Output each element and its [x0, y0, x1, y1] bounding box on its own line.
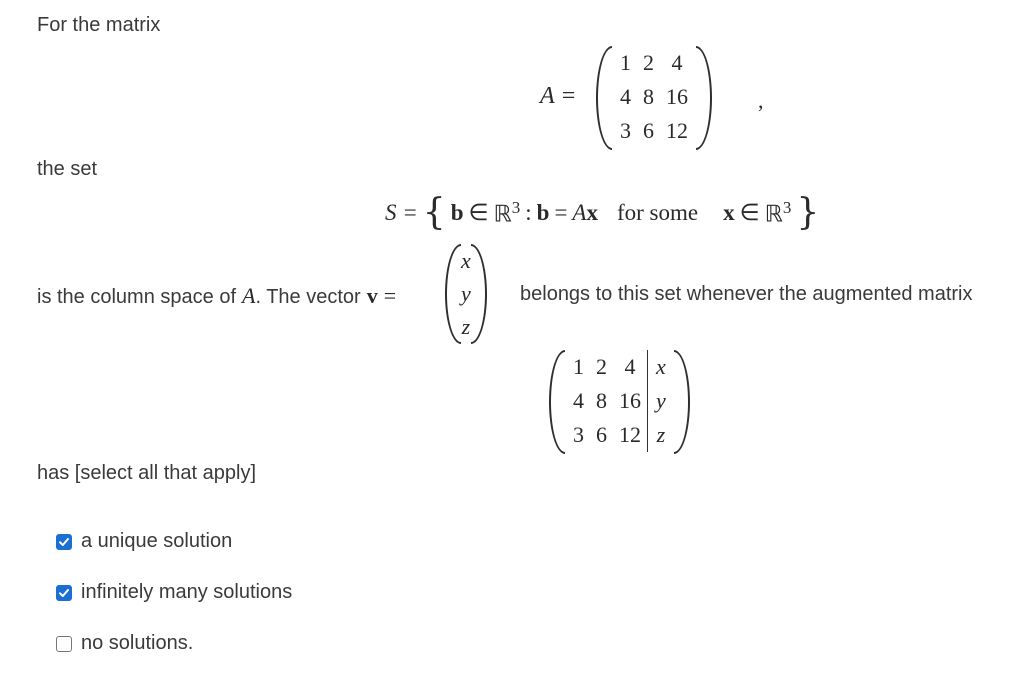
matrix-cell: 12 [619, 422, 641, 447]
checkmark-icon [58, 587, 70, 599]
augmented-matrix [549, 350, 690, 454]
checkbox-unique-solution[interactable] [56, 534, 72, 550]
matrix-a-label: A = [540, 83, 577, 109]
matrix-cell: 4 [573, 388, 584, 413]
matrix-cell: 2 [596, 354, 607, 379]
matrix-cell: x [648, 350, 672, 384]
option-infinitely-many[interactable] [56, 581, 292, 604]
matrix-cell: z [648, 418, 672, 452]
vector-v [445, 244, 487, 344]
option-unique-solution[interactable] [56, 530, 232, 553]
option-label: no solutions. [81, 632, 194, 654]
matrix-cell: 8 [643, 84, 654, 109]
checkmark-icon [58, 536, 70, 548]
set-definition: S = { b ∈ ℝ$^3$ : b = Ax for some x ∈ ℝ$^3$ } [385, 192, 820, 233]
belongs-text: belongs to this set whenever the augmented matrix [520, 283, 973, 305]
matrix-cell: 3 [620, 118, 631, 143]
matrix-a [596, 46, 712, 150]
left-brace: { [422, 192, 446, 233]
the-set-text: the set [37, 158, 98, 180]
matrix-a-comma: , [758, 88, 764, 113]
matrix-cell: 3 [573, 422, 584, 447]
matrix-cell: 6 [596, 422, 607, 447]
matrix-cell: 4 [671, 50, 683, 75]
right-brace: } [796, 192, 820, 233]
matrix-cell: 6 [643, 118, 654, 143]
matrix-cell: y [648, 384, 672, 418]
column-space-sentence: is the column space of A . The vector v = [37, 283, 397, 308]
matrix-cell: 12 [666, 118, 688, 143]
vector-entry: y [461, 281, 471, 306]
matrix-cell: 4 [620, 84, 631, 109]
option-label: infinitely many solutions [81, 581, 293, 603]
matrix-cell: 1 [573, 354, 584, 379]
checkbox-infinitely-many[interactable] [56, 585, 72, 601]
matrix-cell: 8 [596, 388, 607, 413]
option-no-solutions[interactable] [56, 632, 193, 655]
matrix-cell: 1 [620, 50, 631, 75]
question-prompt: has [select all that apply] [37, 462, 257, 484]
matrix-cell: 4 [624, 354, 636, 379]
matrix-cell: 16 [666, 84, 688, 109]
intro-text: For the matrix [37, 14, 161, 36]
matrix-cell: 16 [619, 388, 641, 413]
option-label: a unique solution [81, 530, 233, 552]
vector-entry: z [461, 314, 471, 339]
matrix-cell: 2 [643, 50, 654, 75]
checkbox-no-solutions[interactable] [56, 636, 72, 652]
vector-entry: x [461, 248, 471, 273]
